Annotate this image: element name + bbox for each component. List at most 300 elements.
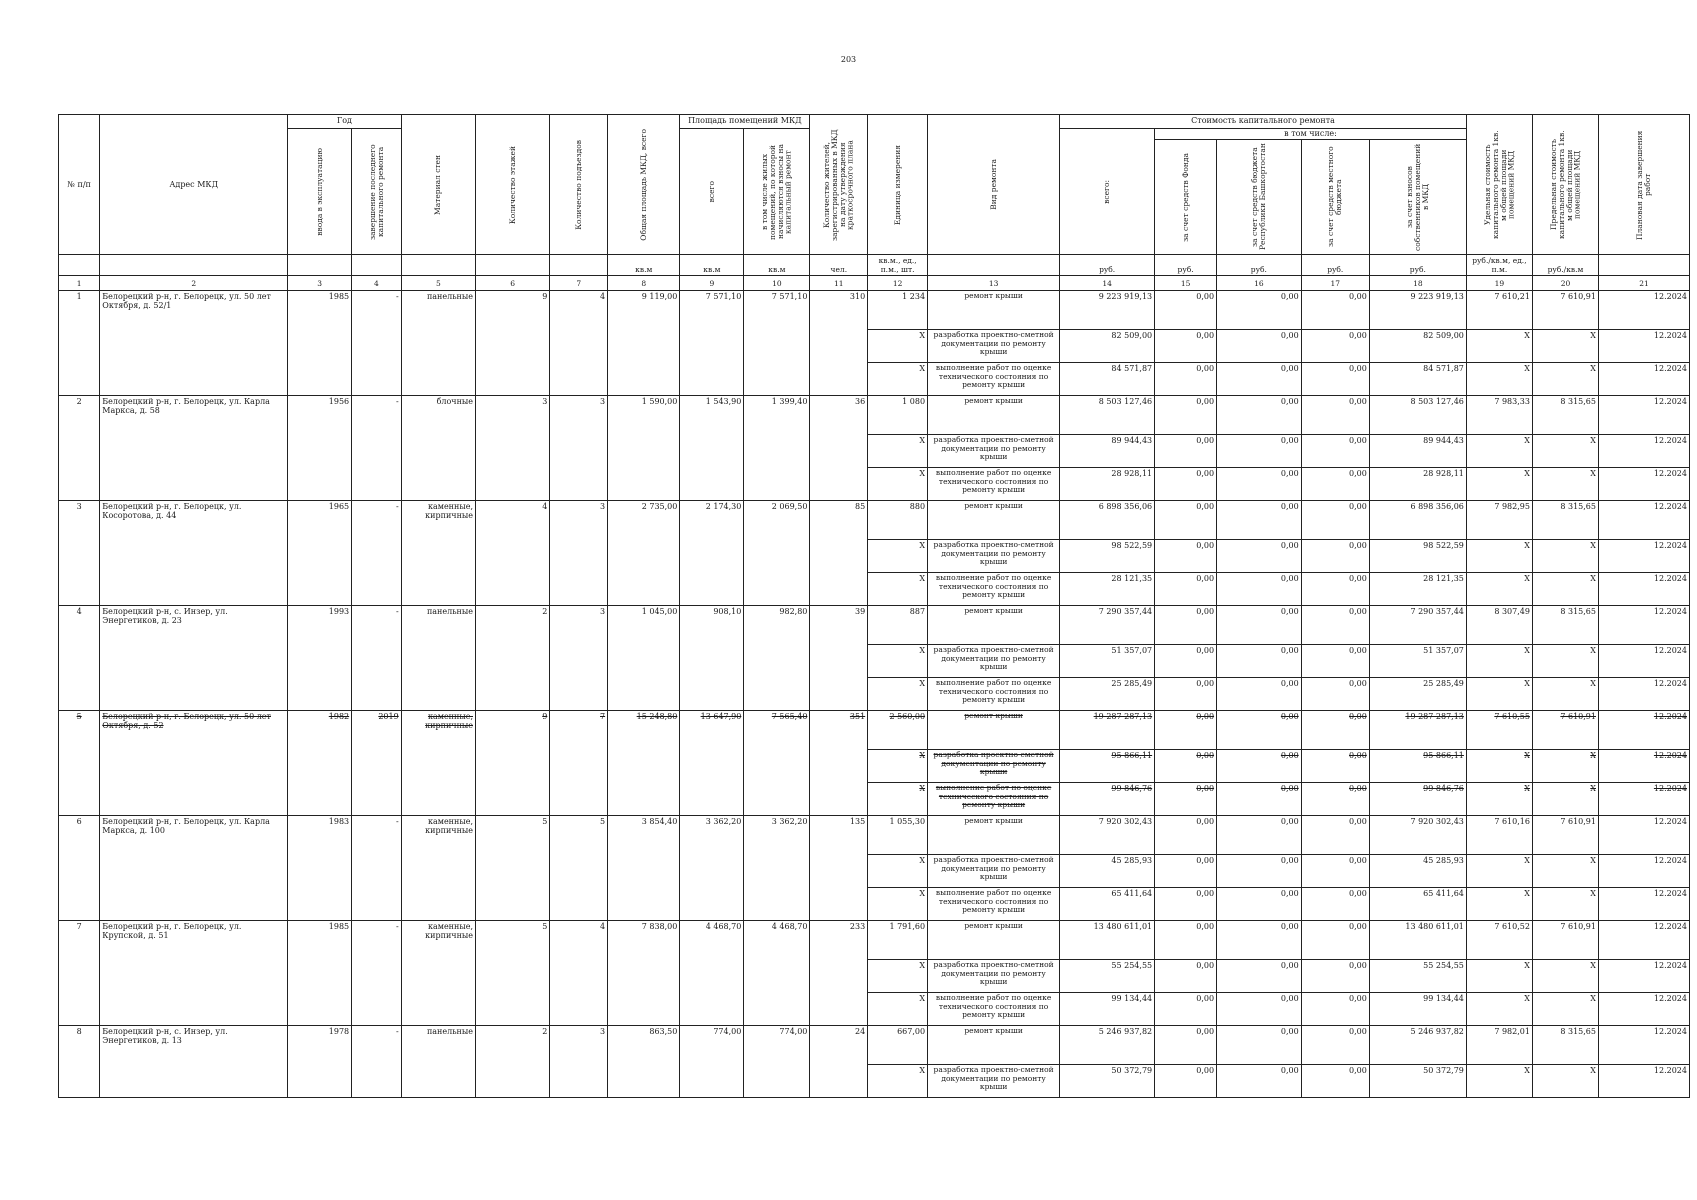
address-cell: Белорецкий р-н, г. Белорецк, ул. 50 лет Октября, д. 52 <box>100 711 288 816</box>
header-address: Адрес МКД <box>100 115 288 255</box>
unit-cell: руб./кв.м <box>1532 255 1598 276</box>
unit-cost-cell: X <box>1466 330 1532 363</box>
unit-measure-cell: X <box>868 1065 928 1098</box>
unit-measure-cell: X <box>868 363 928 396</box>
cost-local-cell: 0,00 <box>1301 573 1369 606</box>
wall-material-cell: каменные, кирпичные <box>401 921 475 1026</box>
cost-owners-cell: 98 522,59 <box>1369 540 1466 573</box>
year-commission-cell: 1956 <box>288 396 352 501</box>
cost-total-cell: 99 134,44 <box>1060 993 1155 1026</box>
cost-local-cell: 0,00 <box>1301 468 1369 501</box>
repair-plan-table-wrap <box>58 114 1690 1098</box>
floors-cell: 3 <box>476 396 550 501</box>
premises-contrib-cell: 2 069,50 <box>744 501 810 606</box>
unit-cost-cell: 7 982,01 <box>1466 1026 1532 1065</box>
limit-cost-cell: 7 610,91 <box>1532 711 1598 750</box>
page-number: 203 <box>840 55 857 64</box>
floors-cell: 9 <box>476 291 550 396</box>
cost-local-cell: 0,00 <box>1301 750 1369 783</box>
address-cell: Белорецкий р-н, с. Инзер, ул. Энергетиков, д. 23 <box>100 606 288 711</box>
floors-cell: 4 <box>476 501 550 606</box>
cost-total-cell: 95 866,11 <box>1060 750 1155 783</box>
unit-measure-cell: X <box>868 645 928 678</box>
cost-fund-cell: 0,00 <box>1155 711 1217 750</box>
cost-owners-cell: 6 898 356,06 <box>1369 501 1466 540</box>
unit-measure-cell: 667,00 <box>868 1026 928 1065</box>
house-row <box>59 501 1690 540</box>
address-cell: Белорецкий р-н, г. Белорецк, ул. 50 лет Октября, д. 52/1 <box>100 291 288 396</box>
header-premises-contrib: в том числе жилых помещений, по которой начисляются взносы на капитальный ремонт <box>744 129 810 255</box>
header-entrances: Количество подъездов <box>550 115 608 255</box>
cost-owners-cell: 95 866,11 <box>1369 750 1466 783</box>
year-last-repair-cell: - <box>352 816 402 921</box>
deadline-cell: 12.2024 <box>1598 783 1689 816</box>
unit-cell <box>288 255 352 276</box>
unit-cell: руб. <box>1155 255 1217 276</box>
cost-total-cell: 82 509,00 <box>1060 330 1155 363</box>
unit-measure-cell: 1 055,30 <box>868 816 928 855</box>
column-number-cell: 19 <box>1466 276 1532 291</box>
cost-fund-cell: 0,00 <box>1155 573 1217 606</box>
cost-total-cell: 98 522,59 <box>1060 540 1155 573</box>
cost-owners-cell: 89 944,43 <box>1369 435 1466 468</box>
address-cell: Белорецкий р-н, г. Белорецк, ул. Карла Маркса, д. 100 <box>100 816 288 921</box>
unit-cell: руб./кв.м, ед., п.м. <box>1466 255 1532 276</box>
deadline-cell: 12.2024 <box>1598 501 1689 540</box>
premises-total-cell: 908,10 <box>680 606 744 711</box>
residents-cell: 351 <box>810 711 868 816</box>
wall-material-cell: каменные, кирпичные <box>401 501 475 606</box>
cost-owners-cell: 45 285,93 <box>1369 855 1466 888</box>
limit-cost-cell: 8 315,65 <box>1532 1026 1598 1065</box>
limit-cost-cell: 8 315,65 <box>1532 606 1598 645</box>
cost-fund-cell: 0,00 <box>1155 606 1217 645</box>
cost-fund-cell: 0,00 <box>1155 540 1217 573</box>
cost-fund-cell: 0,00 <box>1155 816 1217 855</box>
header-cost-group: Стоимость капитального ремонта <box>1060 115 1467 129</box>
cost-local-cell: 0,00 <box>1301 291 1369 330</box>
limit-cost-cell: X <box>1532 645 1598 678</box>
work-type-cell: разработка проектно-сметной документации по ремонту крыши <box>928 855 1060 888</box>
cost-owners-cell: 19 287 287,13 <box>1369 711 1466 750</box>
cost-local-cell: 0,00 <box>1301 606 1369 645</box>
premises-total-cell: 3 362,20 <box>680 816 744 921</box>
column-number-cell: 20 <box>1532 276 1598 291</box>
cost-owners-cell: 8 503 127,46 <box>1369 396 1466 435</box>
cost-republic-cell: 0,00 <box>1217 540 1302 573</box>
unit-cell <box>59 255 100 276</box>
cost-republic-cell: 0,00 <box>1217 363 1302 396</box>
row-number: 4 <box>59 606 100 711</box>
work-type-cell: выполнение работ по оценке технического состояния по ремонту крыши <box>928 783 1060 816</box>
deadline-cell: 12.2024 <box>1598 540 1689 573</box>
deadline-cell: 12.2024 <box>1598 291 1689 330</box>
unit-cell: кв.м <box>680 255 744 276</box>
unit-measure-cell: X <box>868 783 928 816</box>
residents-cell: 39 <box>810 606 868 711</box>
cost-fund-cell: 0,00 <box>1155 1026 1217 1065</box>
cost-fund-cell: 0,00 <box>1155 960 1217 993</box>
deadline-cell: 12.2024 <box>1598 960 1689 993</box>
unit-cell <box>352 255 402 276</box>
cost-republic-cell: 0,00 <box>1217 468 1302 501</box>
unit-cost-cell: X <box>1466 960 1532 993</box>
cost-fund-cell: 0,00 <box>1155 993 1217 1026</box>
premises-contrib-cell: 4 468,70 <box>744 921 810 1026</box>
cost-republic-cell: 0,00 <box>1217 993 1302 1026</box>
entrances-cell: 3 <box>550 396 608 501</box>
cost-total-cell: 28 121,35 <box>1060 573 1155 606</box>
work-type-cell: выполнение работ по оценке технического состояния по ремонту крыши <box>928 468 1060 501</box>
cost-owners-cell: 7 290 357,44 <box>1369 606 1466 645</box>
header-unit-cost: Удельная стоимость капитального ремонта 1кв. м общей площади помещений МКД <box>1466 115 1532 255</box>
limit-cost-cell: X <box>1532 750 1598 783</box>
work-type-cell: разработка проектно-сметной документации по ремонту крыши <box>928 330 1060 363</box>
year-commission-cell: 1985 <box>288 291 352 396</box>
column-number-cell: 16 <box>1217 276 1302 291</box>
year-commission-cell: 1978 <box>288 1026 352 1098</box>
year-last-repair-cell: - <box>352 606 402 711</box>
cost-republic-cell: 0,00 <box>1217 1026 1302 1065</box>
address-cell: Белорецкий р-н, г. Белорецк, ул. Косоротова, д. 44 <box>100 501 288 606</box>
row-number: 8 <box>59 1026 100 1098</box>
total-area-cell: 9 119,00 <box>608 291 680 396</box>
unit-cell: кв.м <box>744 255 810 276</box>
work-type-cell: выполнение работ по оценке технического состояния по ремонту крыши <box>928 993 1060 1026</box>
cost-fund-cell: 0,00 <box>1155 1065 1217 1098</box>
column-numbers-row <box>59 276 1690 291</box>
limit-cost-cell: X <box>1532 468 1598 501</box>
cost-total-cell: 99 846,76 <box>1060 783 1155 816</box>
header-cost-fund: за счет средств Фонда <box>1155 140 1217 255</box>
cost-total-cell: 55 254,55 <box>1060 960 1155 993</box>
unit-cost-cell: 7 610,52 <box>1466 921 1532 960</box>
limit-cost-cell: X <box>1532 330 1598 363</box>
work-type-cell: разработка проектно-сметной документации по ремонту крыши <box>928 1065 1060 1098</box>
limit-cost-cell: X <box>1532 678 1598 711</box>
unit-measure-cell: X <box>868 888 928 921</box>
year-last-repair-cell: - <box>352 291 402 396</box>
cost-owners-cell: 28 121,35 <box>1369 573 1466 606</box>
limit-cost-cell: X <box>1532 1065 1598 1098</box>
column-number-cell: 12 <box>868 276 928 291</box>
deadline-cell: 12.2024 <box>1598 435 1689 468</box>
year-last-repair-cell: - <box>352 921 402 1026</box>
unit-cell: руб. <box>1060 255 1155 276</box>
work-type-cell: ремонт крыши <box>928 606 1060 645</box>
unit-cost-cell: 7 610,21 <box>1466 291 1532 330</box>
unit-cost-cell: X <box>1466 888 1532 921</box>
cost-owners-cell: 9 223 919,13 <box>1369 291 1466 330</box>
cost-total-cell: 9 223 919,13 <box>1060 291 1155 330</box>
deadline-cell: 12.2024 <box>1598 363 1689 396</box>
cost-local-cell: 0,00 <box>1301 711 1369 750</box>
year-last-repair-cell: 2019 <box>352 711 402 816</box>
cost-local-cell: 0,00 <box>1301 396 1369 435</box>
units-row <box>59 255 1690 276</box>
limit-cost-cell: X <box>1532 435 1598 468</box>
header-year-last-repair: завершение последнего капитального ремонта <box>352 129 402 255</box>
unit-measure-cell: X <box>868 435 928 468</box>
work-type-cell: разработка проектно-сметной документации по ремонту крыши <box>928 435 1060 468</box>
unit-cost-cell: X <box>1466 363 1532 396</box>
year-commission-cell: 1965 <box>288 501 352 606</box>
header-premises-total: всего <box>680 129 744 255</box>
house-row <box>59 606 1690 645</box>
cost-owners-cell: 84 571,87 <box>1369 363 1466 396</box>
deadline-cell: 12.2024 <box>1598 888 1689 921</box>
cost-fund-cell: 0,00 <box>1155 468 1217 501</box>
cost-fund-cell: 0,00 <box>1155 396 1217 435</box>
unit-measure-cell: X <box>868 855 928 888</box>
residents-cell: 135 <box>810 816 868 921</box>
row-number: 5 <box>59 711 100 816</box>
cost-owners-cell: 5 246 937,82 <box>1369 1026 1466 1065</box>
column-number-cell: 7 <box>550 276 608 291</box>
limit-cost-cell: 7 610,91 <box>1532 921 1598 960</box>
deadline-cell: 12.2024 <box>1598 921 1689 960</box>
row-number: 6 <box>59 816 100 921</box>
header-cost-republic: за счет средств бюджета Республики Башкортостан <box>1217 140 1302 255</box>
unit-measure-cell: 2 560,00 <box>868 711 928 750</box>
house-row <box>59 396 1690 435</box>
premises-total-cell: 7 571,10 <box>680 291 744 396</box>
header-residents: Количество жителей, зарегистрированных в МКД на дату утверждения краткосрочного плана <box>810 115 868 255</box>
cost-republic-cell: 0,00 <box>1217 291 1302 330</box>
cost-fund-cell: 0,00 <box>1155 291 1217 330</box>
header-cost-incl: в том числе: <box>1155 129 1467 140</box>
cost-owners-cell: 99 846,76 <box>1369 783 1466 816</box>
header-cost-local: за счет средств местного бюджета <box>1301 140 1369 255</box>
column-number-cell: 1 <box>59 276 100 291</box>
premises-contrib-cell: 7 565,40 <box>744 711 810 816</box>
column-number-cell: 11 <box>810 276 868 291</box>
work-type-cell: ремонт крыши <box>928 291 1060 330</box>
cost-republic-cell: 0,00 <box>1217 435 1302 468</box>
year-last-repair-cell: - <box>352 396 402 501</box>
residents-cell: 24 <box>810 1026 868 1098</box>
header-cost-total: всего: <box>1060 129 1155 255</box>
unit-cell: чел. <box>810 255 868 276</box>
cost-local-cell: 0,00 <box>1301 330 1369 363</box>
deadline-cell: 12.2024 <box>1598 606 1689 645</box>
year-last-repair-cell: - <box>352 1026 402 1098</box>
deadline-cell: 12.2024 <box>1598 993 1689 1026</box>
row-number: 7 <box>59 921 100 1026</box>
deadline-cell: 12.2024 <box>1598 855 1689 888</box>
header-work-type: Вид ремонта <box>928 115 1060 255</box>
work-type-cell: разработка проектно-сметной документации по ремонту крыши <box>928 540 1060 573</box>
cost-republic-cell: 0,00 <box>1217 888 1302 921</box>
cost-total-cell: 7 920 302,43 <box>1060 816 1155 855</box>
address-cell: Белорецкий р-н, г. Белорецк, ул. Крупской, д. 51 <box>100 921 288 1026</box>
repair-plan-table <box>58 114 1690 1098</box>
cost-fund-cell: 0,00 <box>1155 678 1217 711</box>
year-commission-cell: 1993 <box>288 606 352 711</box>
cost-fund-cell: 0,00 <box>1155 645 1217 678</box>
premises-total-cell: 2 174,30 <box>680 501 744 606</box>
cost-local-cell: 0,00 <box>1301 816 1369 855</box>
work-type-cell: ремонт крыши <box>928 921 1060 960</box>
total-area-cell: 15 248,80 <box>608 711 680 816</box>
header-total-area: Общая площадь МКД, всего <box>608 115 680 255</box>
cost-local-cell: 0,00 <box>1301 645 1369 678</box>
cost-local-cell: 0,00 <box>1301 993 1369 1026</box>
cost-fund-cell: 0,00 <box>1155 855 1217 888</box>
unit-measure-cell: X <box>868 678 928 711</box>
cost-republic-cell: 0,00 <box>1217 606 1302 645</box>
deadline-cell: 12.2024 <box>1598 816 1689 855</box>
limit-cost-cell: X <box>1532 783 1598 816</box>
limit-cost-cell: X <box>1532 960 1598 993</box>
header-floors: Количество этажей <box>476 115 550 255</box>
work-type-cell: ремонт крыши <box>928 816 1060 855</box>
cost-republic-cell: 0,00 <box>1217 645 1302 678</box>
wall-material-cell: каменные, кирпичные <box>401 816 475 921</box>
cost-fund-cell: 0,00 <box>1155 783 1217 816</box>
unit-cell: кв.м., ед., п.м., шт. <box>868 255 928 276</box>
unit-cell: руб. <box>1369 255 1466 276</box>
cost-owners-cell: 65 411,64 <box>1369 888 1466 921</box>
work-type-cell: выполнение работ по оценке технического состояния по ремонту крыши <box>928 363 1060 396</box>
unit-cost-cell: X <box>1466 435 1532 468</box>
cost-total-cell: 84 571,87 <box>1060 363 1155 396</box>
header-deadline: Плановая дата завершения работ <box>1598 115 1689 255</box>
cost-local-cell: 0,00 <box>1301 363 1369 396</box>
premises-total-cell: 13 647,90 <box>680 711 744 816</box>
unit-cell <box>100 255 288 276</box>
unit-cell: кв.м <box>608 255 680 276</box>
floors-cell: 2 <box>476 1026 550 1098</box>
limit-cost-cell: X <box>1532 573 1598 606</box>
entrances-cell: 3 <box>550 1026 608 1098</box>
entrances-cell: 4 <box>550 921 608 1026</box>
header-wall-material: Материал стен <box>401 115 475 255</box>
entrances-cell: 7 <box>550 711 608 816</box>
premises-contrib-cell: 3 362,20 <box>744 816 810 921</box>
work-type-cell: разработка проектно-сметной документации по ремонту крыши <box>928 750 1060 783</box>
cost-total-cell: 6 898 356,06 <box>1060 501 1155 540</box>
premises-contrib-cell: 1 399,40 <box>744 396 810 501</box>
unit-measure-cell: 1 080 <box>868 396 928 435</box>
cost-local-cell: 0,00 <box>1301 960 1369 993</box>
unit-cost-cell: X <box>1466 468 1532 501</box>
header-premises-group: Площадь помещений МКД <box>680 115 810 129</box>
unit-measure-cell: 887 <box>868 606 928 645</box>
wall-material-cell: панельные <box>401 606 475 711</box>
unit-cost-cell: X <box>1466 1065 1532 1098</box>
unit-cell: руб. <box>1301 255 1369 276</box>
unit-cell <box>1598 255 1689 276</box>
unit-cost-cell: X <box>1466 678 1532 711</box>
unit-measure-cell: X <box>868 960 928 993</box>
cost-total-cell: 13 480 611,01 <box>1060 921 1155 960</box>
floors-cell: 5 <box>476 921 550 1026</box>
cost-republic-cell: 0,00 <box>1217 750 1302 783</box>
unit-measure-cell: X <box>868 573 928 606</box>
wall-material-cell: панельные <box>401 1026 475 1098</box>
column-number-cell: 5 <box>401 276 475 291</box>
entrances-cell: 3 <box>550 501 608 606</box>
cost-local-cell: 0,00 <box>1301 678 1369 711</box>
column-number-cell: 17 <box>1301 276 1369 291</box>
column-number-cell: 21 <box>1598 276 1689 291</box>
entrances-cell: 3 <box>550 606 608 711</box>
house-row <box>59 711 1690 750</box>
unit-measure-cell: X <box>868 540 928 573</box>
column-number-cell: 2 <box>100 276 288 291</box>
cost-republic-cell: 0,00 <box>1217 855 1302 888</box>
cost-total-cell: 65 411,64 <box>1060 888 1155 921</box>
column-number-cell: 15 <box>1155 276 1217 291</box>
limit-cost-cell: X <box>1532 888 1598 921</box>
unit-cost-cell: 7 610,16 <box>1466 816 1532 855</box>
total-area-cell: 1 045,00 <box>608 606 680 711</box>
cost-republic-cell: 0,00 <box>1217 396 1302 435</box>
limit-cost-cell: 8 315,65 <box>1532 396 1598 435</box>
total-area-cell: 3 854,40 <box>608 816 680 921</box>
unit-cost-cell: X <box>1466 573 1532 606</box>
cost-local-cell: 0,00 <box>1301 783 1369 816</box>
unit-cell: руб. <box>1217 255 1302 276</box>
unit-cell <box>401 255 475 276</box>
header-no: № п/п <box>59 115 100 255</box>
limit-cost-cell: X <box>1532 855 1598 888</box>
cost-total-cell: 8 503 127,46 <box>1060 396 1155 435</box>
unit-cost-cell: X <box>1466 540 1532 573</box>
cost-local-cell: 0,00 <box>1301 501 1369 540</box>
year-last-repair-cell: - <box>352 501 402 606</box>
cost-local-cell: 0,00 <box>1301 1026 1369 1065</box>
unit-measure-cell: X <box>868 468 928 501</box>
limit-cost-cell: X <box>1532 363 1598 396</box>
deadline-cell: 12.2024 <box>1598 678 1689 711</box>
cost-republic-cell: 0,00 <box>1217 783 1302 816</box>
cost-fund-cell: 0,00 <box>1155 330 1217 363</box>
cost-republic-cell: 0,00 <box>1217 501 1302 540</box>
cost-total-cell: 51 357,07 <box>1060 645 1155 678</box>
cost-owners-cell: 28 928,11 <box>1369 468 1466 501</box>
cost-total-cell: 5 246 937,82 <box>1060 1026 1155 1065</box>
cost-owners-cell: 25 285,49 <box>1369 678 1466 711</box>
cost-local-cell: 0,00 <box>1301 855 1369 888</box>
unit-cost-cell: X <box>1466 783 1532 816</box>
cost-total-cell: 19 287 287,13 <box>1060 711 1155 750</box>
column-number-cell: 8 <box>608 276 680 291</box>
house-row <box>59 291 1690 330</box>
unit-measure-cell: X <box>868 330 928 363</box>
header-cost-owners: за счет взносов собственников помещений в МКД <box>1369 140 1466 255</box>
deadline-cell: 12.2024 <box>1598 1065 1689 1098</box>
limit-cost-cell: 7 610,91 <box>1532 291 1598 330</box>
limit-cost-cell: X <box>1532 540 1598 573</box>
row-number: 2 <box>59 396 100 501</box>
total-area-cell: 7 838,00 <box>608 921 680 1026</box>
cost-republic-cell: 0,00 <box>1217 678 1302 711</box>
unit-cost-cell: 8 307,49 <box>1466 606 1532 645</box>
premises-total-cell: 1 543,90 <box>680 396 744 501</box>
work-type-cell: разработка проектно-сметной документации по ремонту крыши <box>928 645 1060 678</box>
entrances-cell: 5 <box>550 816 608 921</box>
cost-fund-cell: 0,00 <box>1155 435 1217 468</box>
cost-owners-cell: 50 372,79 <box>1369 1065 1466 1098</box>
deadline-cell: 12.2024 <box>1598 711 1689 750</box>
premises-contrib-cell: 982,80 <box>744 606 810 711</box>
cost-fund-cell: 0,00 <box>1155 888 1217 921</box>
unit-cell <box>550 255 608 276</box>
work-type-cell: выполнение работ по оценке технического состояния по ремонту крыши <box>928 573 1060 606</box>
total-area-cell: 1 590,00 <box>608 396 680 501</box>
